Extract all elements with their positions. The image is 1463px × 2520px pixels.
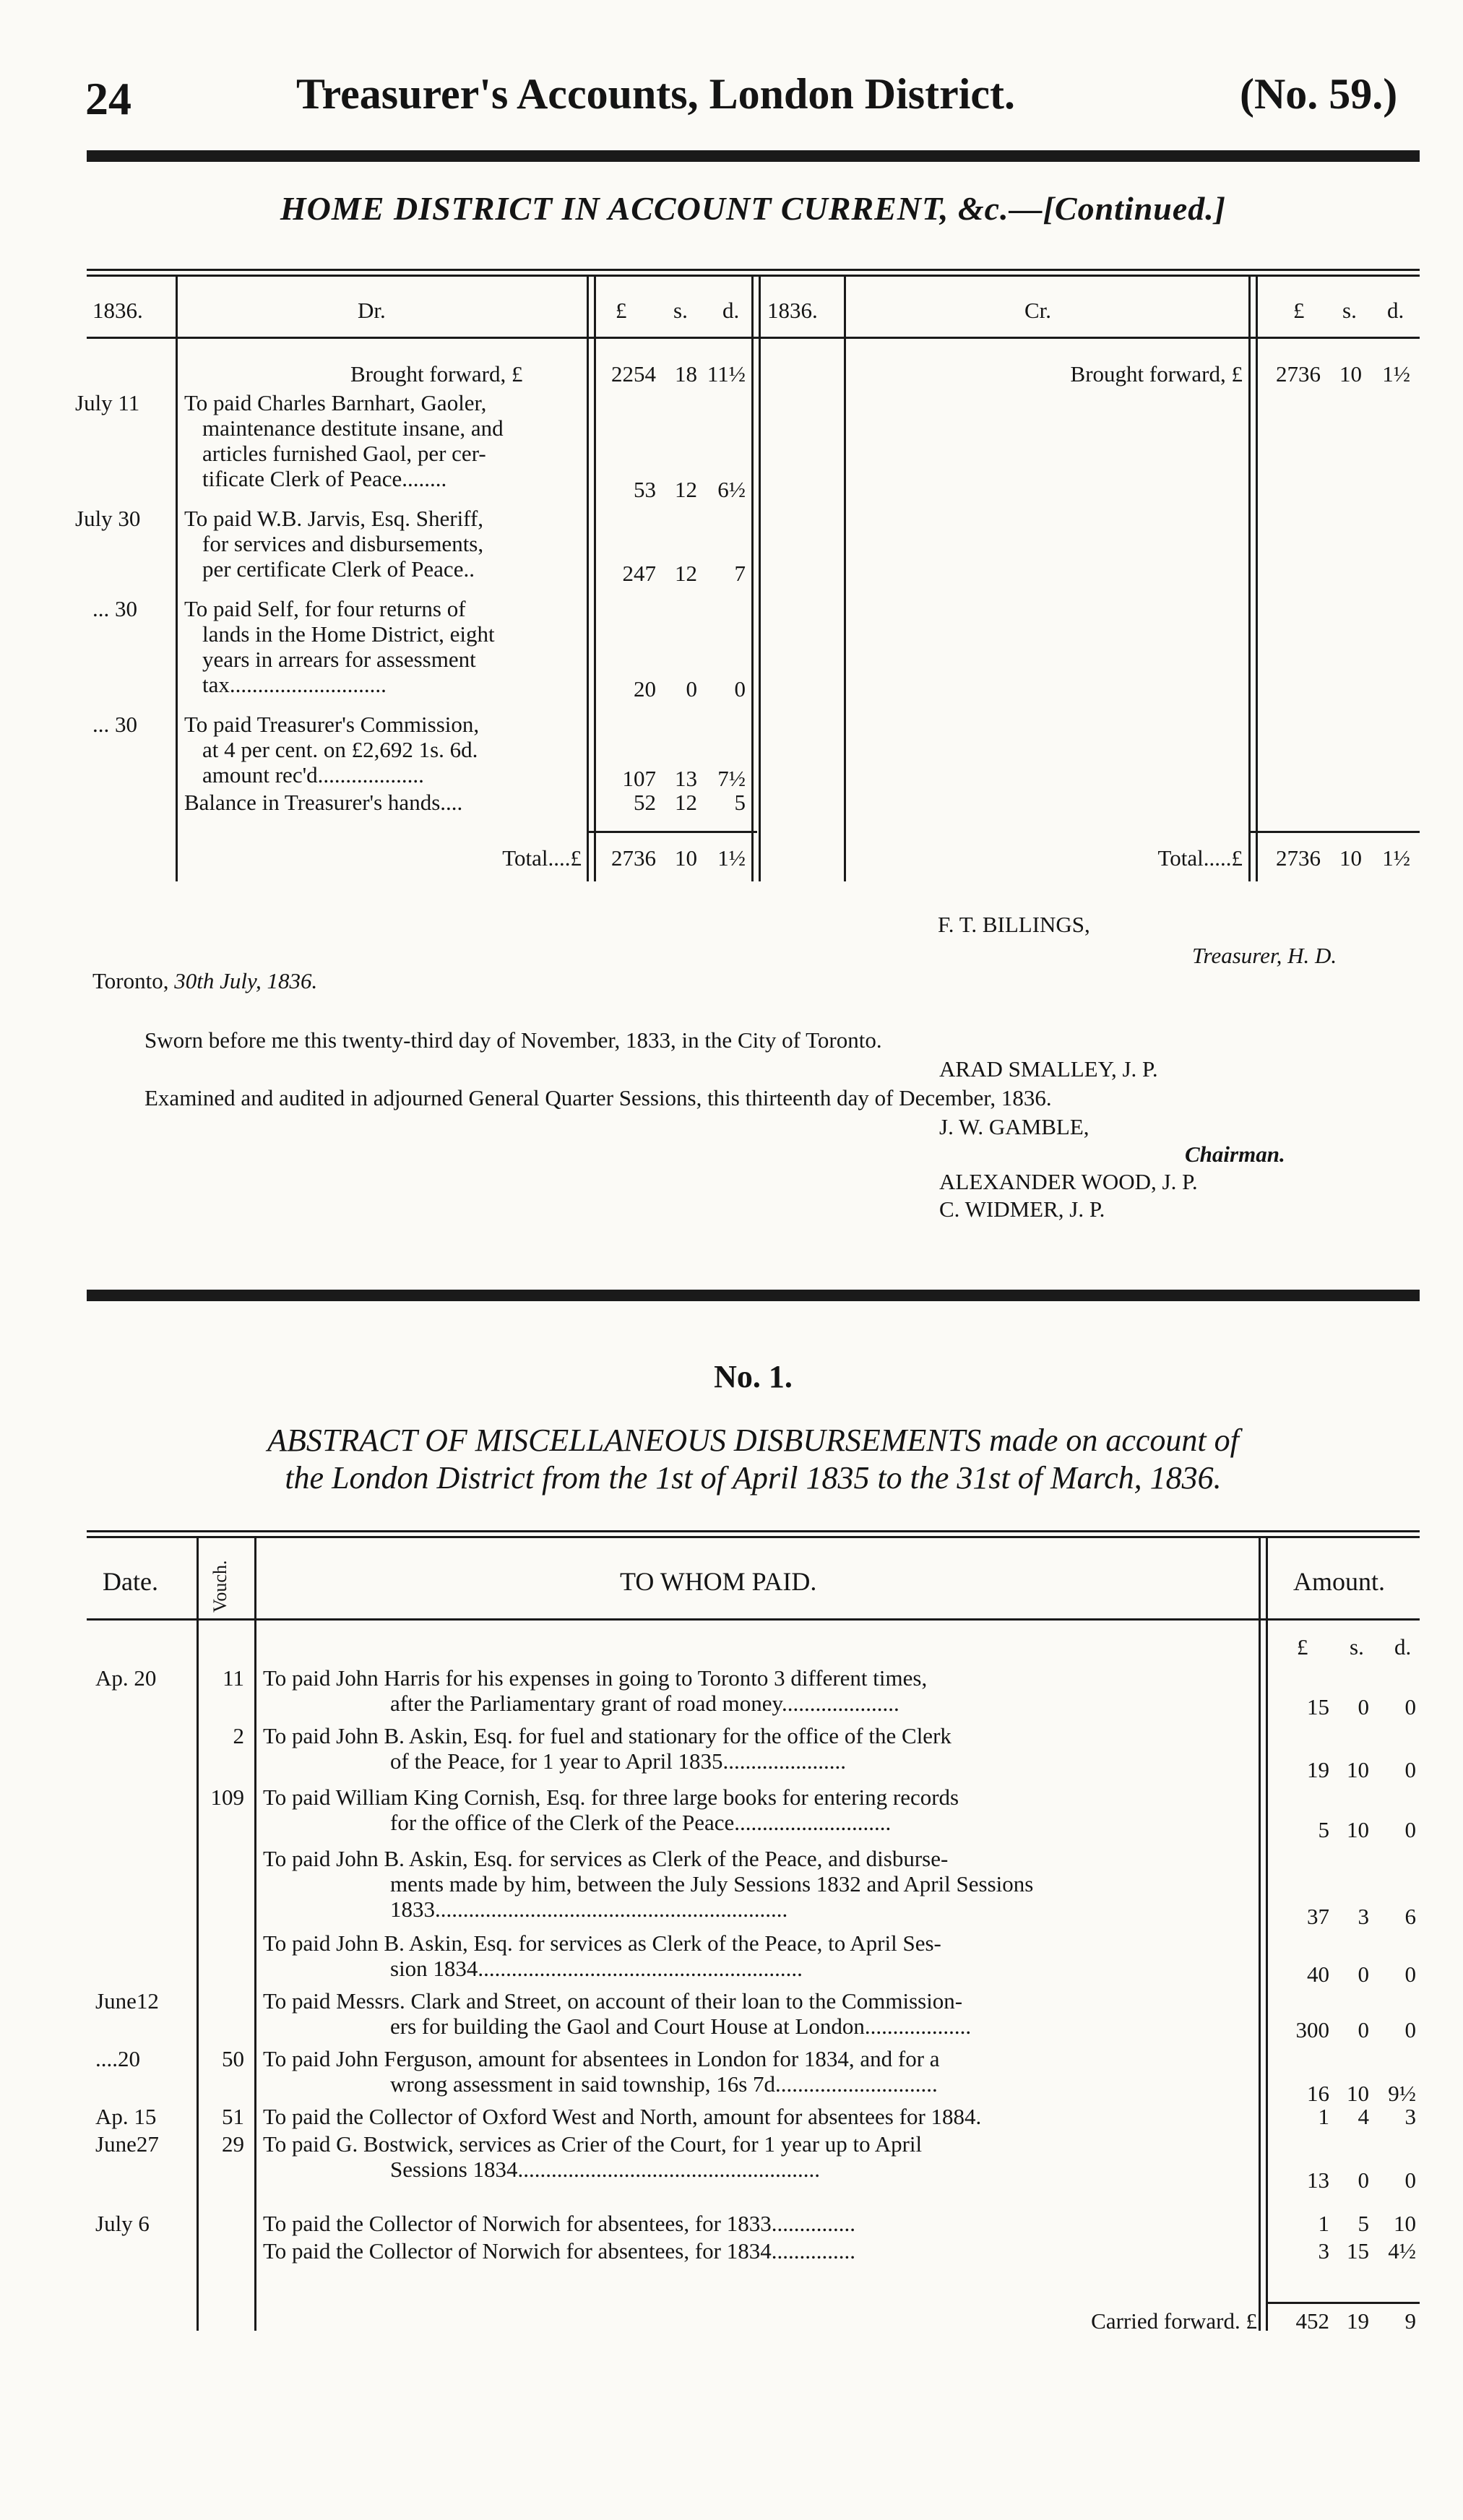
disbursement-shillings: 0: [1358, 2017, 1369, 2042]
col-divider-cr-amount: [1248, 275, 1251, 881]
section-rule: [87, 1290, 1420, 1301]
disbursement-payee: for the office of the Clerk of the Peace............................: [390, 1810, 892, 1835]
dr-entry-text: years in arrears for assessment: [202, 647, 476, 672]
dr-amount-shillings: 0: [686, 676, 697, 702]
disbursement-payee: ers for building the Gaol and Court House at London...................: [390, 2014, 972, 2039]
col-head-cr-shillings: s.: [1342, 298, 1357, 323]
signatory-wood: ALEXANDER WOOD, J. P.: [939, 1169, 1198, 1194]
disbursement-shillings: 10: [1347, 1817, 1369, 1842]
disbursement-voucher: 11: [223, 1665, 244, 1691]
dr-amount-pounds: 20: [634, 676, 656, 702]
disbursement-pounds: 1: [1318, 2104, 1329, 2129]
abstract-col-head-voucher: Vouch.: [210, 1560, 230, 1613]
disbursement-payee: To paid William King Cornish, Esq. for three large books for entering records: [263, 1785, 959, 1810]
dr-entry-date: ... 30: [92, 712, 137, 737]
examined-statement: Examined and audited in adjourned General Quarter Sessions, this thirteenth day of December, 1836.: [144, 1085, 1052, 1110]
dr-amount-pence: 7½: [717, 766, 746, 791]
dr-amount-pounds: 107: [622, 766, 656, 791]
cr-amount-pence: 1½: [1382, 361, 1410, 387]
disbursement-pounds: 13: [1307, 2167, 1329, 2193]
dr-total-label: Total....£: [502, 845, 582, 871]
carried-forward-shillings: 19: [1347, 2308, 1369, 2334]
disbursement-pence: 9½: [1388, 2081, 1416, 2106]
abstract-col-divider-date: [197, 1536, 199, 2331]
cr-brought-forward-label: Brought forward, £: [1070, 361, 1243, 387]
disbursement-voucher: 29: [222, 2131, 244, 2157]
dr-amount-shillings: 12: [675, 477, 697, 502]
dr-entry-text: Balance in Treasurer's hands....: [184, 790, 463, 815]
col-head-shillings: s.: [673, 298, 688, 323]
disbursement-date: July 6: [95, 2211, 150, 2236]
examined-by: J. W. GAMBLE,: [939, 1114, 1089, 1139]
abstract-title-line-2: the London District from the 1st of April 1835 to the 31st of March, 1836.: [285, 1460, 1222, 1496]
abstract-sum-rule: [1266, 2302, 1420, 2304]
disbursement-pounds: 300: [1295, 2017, 1329, 2042]
col-divider-dr-amount: [587, 275, 589, 881]
col-head-dr: Dr.: [358, 298, 386, 323]
col-divider-date: [176, 275, 178, 881]
sworn-statement: Sworn before me this twenty-third day of November, 1833, in the City of Toronto.: [144, 1027, 882, 1053]
disbursement-shillings: 5: [1358, 2211, 1369, 2236]
abstract-col-divider-amount: [1259, 1536, 1261, 2331]
disbursement-pounds: 19: [1307, 1757, 1329, 1782]
disbursement-shillings: 10: [1347, 2081, 1369, 2106]
disbursement-shillings: 0: [1358, 1962, 1369, 1987]
dr-entry-text: per certificate Clerk of Peace..: [202, 556, 475, 582]
disbursement-date: Ap. 20: [95, 1665, 157, 1691]
disbursement-pence: 0: [1404, 1962, 1416, 1987]
disbursement-pounds: 37: [1307, 1904, 1329, 1929]
carried-forward-label: Carried forward. £: [1091, 2308, 1257, 2334]
disbursement-shillings: 3: [1358, 1904, 1369, 1929]
abstract-col-divider-voucher: [254, 1536, 256, 2331]
dr-entry-text: To paid W.B. Jarvis, Esq. Sheriff,: [184, 506, 484, 531]
cr-total-shillings: 10: [1339, 845, 1362, 871]
disbursement-voucher: 51: [222, 2104, 244, 2129]
dr-amount-pounds: 247: [622, 561, 656, 586]
disbursement-payee: To paid John Harris for his expenses in going to Toronto 3 different times,: [263, 1665, 928, 1691]
signatory-widmer: C. WIDMER, J. P.: [939, 1196, 1105, 1222]
dr-entry-date: ... 30: [92, 596, 137, 621]
col-divider-dr-end: [751, 275, 754, 881]
dr-entry-text: amount rec'd...................: [202, 762, 424, 788]
place-date: [92, 968, 317, 994]
col-divider-cr-date: [844, 275, 846, 881]
disbursement-payee: To paid John B. Askin, Esq. for services as Clerk of the Peace, and disburse-: [263, 1846, 949, 1871]
disbursement-pounds: 40: [1307, 1962, 1329, 1987]
disbursement-date: ....20: [95, 2046, 140, 2071]
cr-total-pence: 1½: [1382, 845, 1410, 871]
disbursement-voucher: 2: [233, 1723, 244, 1748]
cr-amount-shillings: 10: [1339, 361, 1362, 387]
abstract-col-divider-amount-2: [1266, 1536, 1268, 2331]
running-title: Treasurer's Accounts, London District.: [296, 70, 1016, 118]
dr-entry-text: maintenance destitute insane, and: [202, 415, 504, 441]
disbursement-payee: wrong assessment in said township, 16s 7d.............................: [390, 2071, 938, 2097]
disbursement-date: Ap. 15: [95, 2104, 157, 2129]
dr-amount-pence: 0: [734, 676, 746, 702]
dr-total-rule: [587, 831, 757, 833]
disbursement-pounds: 15: [1307, 1694, 1329, 1719]
abstract-col-head-to-whom: TO WHOM PAID.: [620, 1567, 817, 1596]
carried-forward-pounds: 452: [1295, 2308, 1329, 2334]
col-head-pence: d.: [722, 298, 740, 323]
abstract-col-head-shillings: s.: [1350, 1634, 1364, 1660]
disbursement-shillings: 0: [1358, 2167, 1369, 2193]
abstract-number: No. 1.: [714, 1359, 793, 1394]
disbursement-shillings: 4: [1358, 2104, 1369, 2129]
abstract-col-head-amount: Amount.: [1293, 1567, 1386, 1596]
disbursement-pence: 0: [1404, 1694, 1416, 1719]
chairman-title: Chairman.: [1185, 1142, 1285, 1167]
signing-date: 30th July, 1836.: [174, 968, 318, 993]
abstract-col-head-pounds: £: [1297, 1634, 1308, 1660]
cr-total-label: Total.....£: [1157, 845, 1243, 871]
disbursement-payee: ments made by him, between the July Sessions 1832 and April Sessions: [390, 1871, 1034, 1897]
disbursement-pence: 6: [1404, 1904, 1416, 1929]
disbursement-payee: To paid the Collector of Norwich for absentees, for 1833...............: [263, 2211, 855, 2236]
col-head-pounds: £: [616, 298, 627, 323]
disbursement-pence: 0: [1404, 2167, 1416, 2193]
disbursement-payee: To paid John Ferguson, amount for absentees in London for 1834, and for a: [263, 2046, 940, 2071]
col-head-cr: Cr.: [1024, 298, 1052, 323]
dr-amount-pence: 7: [734, 561, 746, 586]
dr-amount-shillings: 12: [675, 790, 697, 815]
disbursement-payee: of the Peace, for 1 year to April 1835......................: [390, 1748, 847, 1774]
disbursement-voucher: 109: [210, 1785, 244, 1810]
cr-total-rule: [1248, 831, 1420, 833]
cr-total-pounds: 2736: [1276, 845, 1321, 871]
place-name: Toronto,: [92, 968, 169, 993]
dr-entry-date: July 11: [75, 390, 140, 415]
carried-forward-pence: 9: [1404, 2308, 1416, 2334]
dr-total-pence: 1½: [717, 845, 746, 871]
disbursement-payee: To paid G. Bostwick, services as Crier of the Court, for 1 year up to April: [263, 2131, 923, 2157]
disbursement-pounds: 1: [1318, 2211, 1329, 2236]
dr-entry-text: To paid Treasurer's Commission,: [184, 712, 480, 737]
col-head-cr-pence: d.: [1387, 298, 1404, 323]
dr-entry-text: To paid Charles Barnhart, Gaoler,: [184, 390, 487, 415]
dr-brought-forward-label: Brought forward, £: [350, 361, 523, 387]
disbursement-payee: after the Parliamentary grant of road money.....................: [390, 1691, 899, 1716]
disbursement-pence: 0: [1404, 2017, 1416, 2042]
disbursement-pence: 4½: [1388, 2238, 1416, 2264]
dr-entry-text: To paid Self, for four returns of: [184, 596, 466, 621]
dr-entry-text: tax............................: [202, 672, 387, 697]
disbursement-voucher: 50: [222, 2046, 244, 2071]
abstract-col-head-pence: d.: [1394, 1634, 1412, 1660]
abstract-title-line-1: ABSTRACT OF MISCELLANEOUS DISBURSEMENTS made on account of: [267, 1423, 1239, 1458]
disbursement-pounds: 3: [1318, 2238, 1329, 2264]
disbursement-shillings: 15: [1347, 2238, 1369, 2264]
abstract-table-top-rule: [87, 1530, 1420, 1532]
disbursement-date: June12: [95, 1988, 159, 2014]
dr-entry-text: articles furnished Gaol, per cer-: [202, 441, 486, 466]
report-number: (No. 59.): [1240, 70, 1398, 118]
abstract-header-rule: [87, 1618, 1420, 1621]
disbursement-date: June27: [95, 2131, 159, 2157]
dr-entry-text: lands in the Home District, eight: [202, 621, 495, 647]
dr-total-pounds: 2736: [611, 845, 656, 871]
dr-amount-shillings: 12: [675, 561, 697, 586]
disbursement-payee: To paid John B. Askin, Esq. for services as Clerk of the Peace, to April Ses-: [263, 1930, 941, 1956]
dr-amount-pence: 11½: [707, 361, 746, 387]
disbursement-payee: To paid Messrs. Clark and Street, on account of their loan to the Commission-: [263, 1988, 963, 2014]
account-title: HOME DISTRICT IN ACCOUNT CURRENT, &c.—[Continued.]: [280, 190, 1227, 227]
page-number: 24: [85, 73, 131, 124]
disbursement-pence: 0: [1404, 1817, 1416, 1842]
disbursement-pounds: 5: [1318, 1817, 1329, 1842]
col-head-cr-date: 1836.: [767, 298, 818, 323]
disbursement-payee: To paid John B. Askin, Esq. for fuel and stationary for the office of the Clerk: [263, 1723, 951, 1748]
treasurer-name: F. T. BILLINGS,: [938, 912, 1090, 937]
disbursement-pence: 0: [1404, 1757, 1416, 1782]
cr-amount-pounds: 2736: [1276, 361, 1321, 387]
disbursement-shillings: 0: [1358, 1694, 1369, 1719]
disbursement-pence: 10: [1394, 2211, 1416, 2236]
table-top-rule: [87, 269, 1420, 271]
dr-entry-text: tificate Clerk of Peace........: [202, 466, 447, 491]
dr-entry-text: at 4 per cent. on £2,692 1s. 6d.: [202, 737, 478, 762]
dr-amount-pounds: 53: [634, 477, 656, 502]
disbursement-payee: sion 1834..........................................................: [390, 1956, 803, 1981]
col-head-cr-pounds: £: [1293, 298, 1305, 323]
col-head-date: 1836.: [92, 298, 143, 323]
dr-entry-text: for services and disbursements,: [202, 531, 484, 556]
dr-amount-pence: 6½: [717, 477, 746, 502]
dr-amount-pence: 5: [734, 790, 746, 815]
dr-amount-shillings: 18: [675, 361, 697, 387]
header-rule: [87, 150, 1420, 162]
disbursement-shillings: 10: [1347, 1757, 1369, 1782]
dr-amount-shillings: 13: [675, 766, 697, 791]
dr-amount-pounds: 52: [634, 790, 656, 815]
disbursement-pence: 3: [1404, 2104, 1416, 2129]
abstract-col-head-date: Date.: [103, 1567, 158, 1596]
dr-total-shillings: 10: [675, 845, 697, 871]
disbursement-payee: To paid the Collector of Norwich for absentees, for 1834...............: [263, 2238, 855, 2264]
disbursement-payee: 1833...............................................................: [390, 1897, 788, 1922]
col-divider-dr-end-2: [759, 275, 761, 881]
disbursement-payee: To paid the Collector of Oxford West and North, amount for absentees for 1884.: [263, 2104, 982, 2129]
dr-amount-pounds: 2254: [611, 361, 656, 387]
dr-entry-date: July 30: [75, 506, 141, 531]
abstract-table-top-rule-2: [87, 1536, 1420, 1538]
disbursement-pounds: 16: [1307, 2081, 1329, 2106]
treasurer-title: Treasurer, H. D.: [1192, 943, 1337, 968]
sworn-by: ARAD SMALLEY, J. P.: [939, 1056, 1158, 1082]
disbursement-payee: Sessions 1834......................................................: [390, 2157, 821, 2182]
